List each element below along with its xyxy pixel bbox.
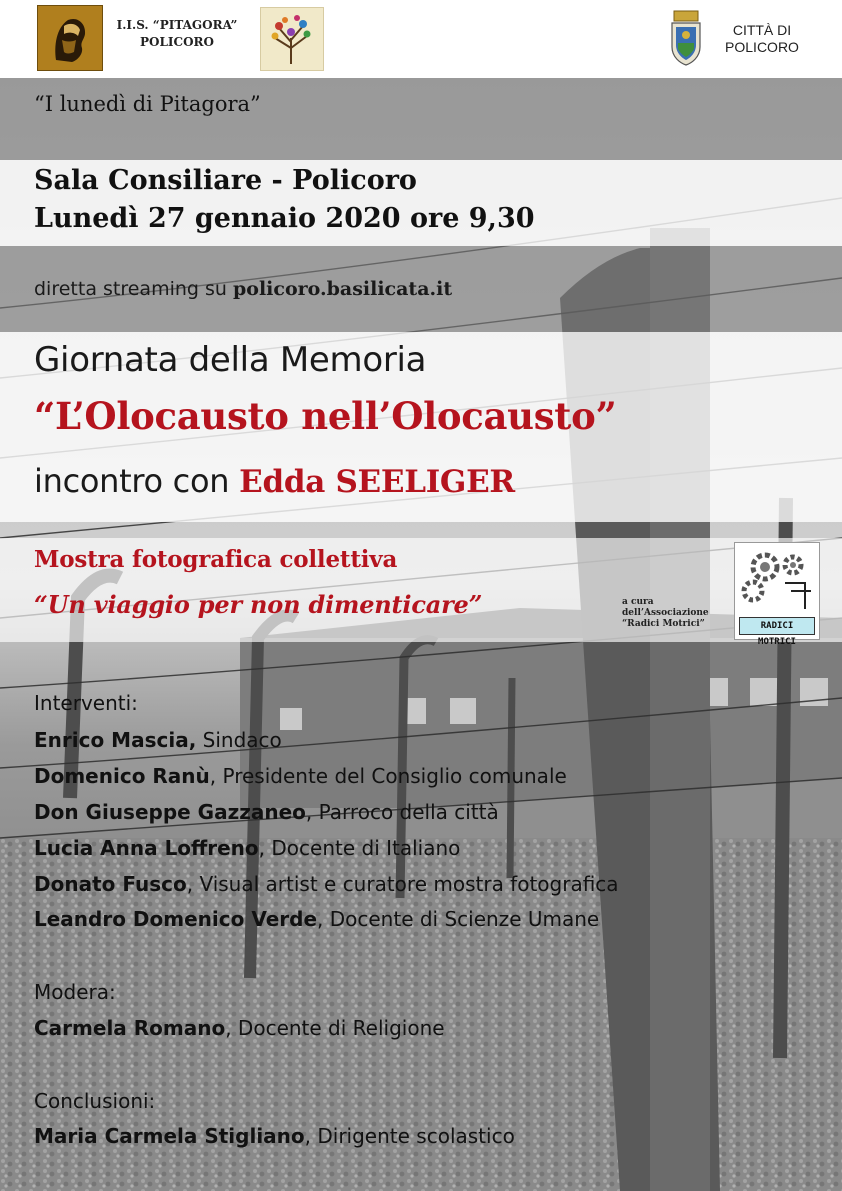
- speaker-row: [34, 764, 567, 788]
- meeting-line: [34, 462, 515, 500]
- school-name-line1: I.I.S. “PITAGORA”: [116, 18, 238, 32]
- speaker-role: , Visual artist e curatore mostra fotografica: [186, 872, 619, 896]
- school-logo-icon: [37, 5, 103, 71]
- speaker-name: Domenico Ranù: [34, 764, 210, 788]
- speaker-role: , Docente di Italiano: [258, 836, 461, 860]
- speaker-row: [34, 728, 282, 752]
- speaker-role: , Parroco della città: [305, 800, 499, 824]
- school-name: [112, 17, 242, 51]
- poster-header: [0, 0, 842, 78]
- speaker-name: Donato Fusco: [34, 872, 187, 896]
- moderator-row: [34, 1016, 445, 1040]
- speaker-name: Enrico Mascia,: [34, 728, 197, 752]
- speaker-role: , Docente di Scienze Umane: [317, 907, 600, 931]
- curated-by-line1: a cura: [622, 597, 654, 607]
- streaming-site: policoro.basilicata.it: [233, 278, 453, 300]
- exhibition-label: Mostra fotografica collettiva: [34, 546, 398, 573]
- conclusions-label: Conclusioni:: [34, 1089, 156, 1113]
- band-intro: [0, 78, 842, 160]
- event-series: “I lunedì di Pitagora”: [34, 92, 261, 116]
- curated-by: [622, 597, 709, 630]
- city-name-line2: POLICORO: [725, 39, 799, 55]
- curated-by-line2: dell’Associazione: [622, 608, 709, 618]
- speaker-row: [34, 907, 599, 931]
- speaker-name: Leandro Domenico Verde: [34, 907, 318, 931]
- speaker-row: [34, 800, 499, 824]
- occasion-heading: Giornata della Memoria: [34, 340, 427, 380]
- speaker-role: Sindaco: [196, 728, 282, 752]
- speaker-name: Don Giuseppe Gazzaneo: [34, 800, 306, 824]
- conclusions-name: Maria Carmela Stigliano: [34, 1124, 305, 1148]
- speaker-row: [34, 872, 619, 896]
- speaker-role: , Presidente del Consiglio comunale: [209, 764, 567, 788]
- speaker-name: Lucia Anna Loffreno: [34, 836, 259, 860]
- radici-motrici-logo-icon: [734, 542, 820, 647]
- curated-by-line3: “Radici Motrici”: [622, 619, 705, 629]
- event-title: “L’Olocausto nell’Olocausto”: [34, 394, 617, 438]
- streaming-prefix: diretta streaming su: [34, 278, 233, 300]
- speakers-label: Interventi:: [34, 691, 138, 715]
- exhibition-title: “Un viaggio per non dimenticare”: [34, 590, 483, 619]
- moderator-label: Modera:: [34, 980, 116, 1004]
- school-name-line2: POLICORO: [140, 35, 214, 49]
- conclusions-row: [34, 1124, 515, 1148]
- city-crest-icon: [668, 9, 704, 67]
- tree-logo-icon: [260, 7, 324, 71]
- moderator-role: , Docente di Religione: [225, 1016, 445, 1040]
- event-venue: Sala Consiliare - Policoro: [34, 165, 417, 196]
- event-date-time: Lunedì 27 gennaio 2020 ore 9,30: [34, 203, 535, 234]
- speaker-row: [34, 836, 460, 860]
- conclusions-role: , Dirigente scolastico: [304, 1124, 515, 1148]
- guest-name: Edda SEELIGER: [239, 464, 515, 500]
- streaming-info: [34, 278, 452, 300]
- meeting-prefix: incontro con: [34, 462, 240, 500]
- city-name-line1: CITTÀ DI: [732, 22, 792, 38]
- radici-logo-label: RADICI MOTRICI: [739, 617, 815, 635]
- city-name: [712, 22, 812, 56]
- moderator-name: Carmela Romano: [34, 1016, 226, 1040]
